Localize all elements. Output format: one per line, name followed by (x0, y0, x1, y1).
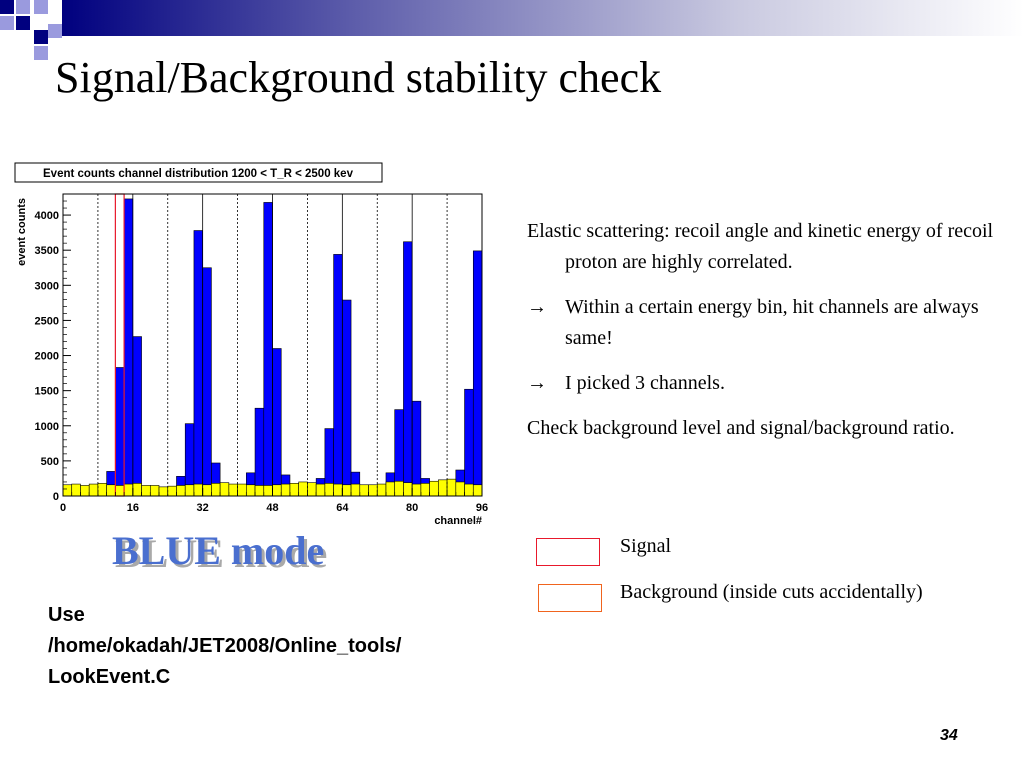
bar-blue (412, 401, 421, 496)
bar-yellow (176, 485, 185, 496)
slide-title: Signal/Background stability check (55, 53, 662, 102)
bar-yellow (194, 484, 203, 496)
bullet-list (527, 216, 997, 458)
bar-blue (133, 337, 142, 496)
use-note (48, 600, 401, 693)
histogram-chart (0, 150, 500, 530)
bar-yellow (473, 485, 482, 496)
bar-blue (403, 242, 412, 496)
legend-background-box (538, 584, 602, 612)
use-note-line-3: LookEvent.C (48, 666, 171, 688)
bar-yellow (403, 483, 412, 496)
corner-square-light-1 (16, 0, 30, 14)
x-tick-label: 48 (266, 502, 279, 514)
bar-yellow (290, 483, 299, 496)
bar-yellow (438, 480, 447, 496)
bar-yellow (229, 484, 238, 496)
bar-yellow (255, 485, 264, 496)
bar-blue (334, 254, 343, 496)
bullet-text-4: Check background level and signal/background ratio. (527, 417, 955, 439)
corner-square-dark-3 (34, 30, 48, 44)
bar-blue (203, 268, 212, 496)
y-tick-label: 500 (40, 455, 59, 468)
bar-blue (342, 300, 351, 496)
legend-background-label: Background (inside cuts accidentally) (620, 581, 923, 603)
bar-yellow (421, 483, 430, 496)
arrow-icon: → (527, 372, 547, 394)
x-tick-label: 16 (126, 502, 139, 514)
x-tick-label: 96 (475, 502, 489, 514)
bar-yellow (220, 483, 229, 496)
bar-yellow (63, 485, 72, 496)
legend-signal-label: Signal (620, 535, 672, 557)
y-tick-label: 2000 (34, 350, 59, 363)
mode-label: BLUE mode (112, 528, 325, 573)
y-tick-label: 3500 (34, 245, 59, 258)
bar-blue (264, 202, 273, 496)
bar-yellow (316, 484, 325, 496)
bar-yellow (72, 484, 81, 496)
corner-square-dark-1 (0, 0, 14, 14)
x-tick-label: 80 (406, 502, 419, 514)
bar-yellow (456, 482, 465, 496)
bar-yellow (299, 482, 308, 496)
y-tick-label: 1500 (34, 385, 59, 398)
y-axis-label: event counts (16, 198, 28, 266)
bar-yellow (264, 485, 273, 496)
bar-yellow (369, 485, 378, 496)
bar-yellow (351, 484, 360, 496)
bar-blue (115, 367, 124, 496)
y-tick-label: 2500 (34, 315, 59, 328)
bar-blue (473, 251, 482, 496)
bar-yellow (386, 482, 395, 496)
bar-blue (465, 389, 474, 496)
x-tick-label: 64 (336, 502, 349, 514)
bar-yellow (150, 485, 159, 496)
bar-yellow (334, 484, 343, 496)
y-tick-label: 3000 (34, 280, 59, 293)
bar-yellow (159, 487, 168, 496)
bar-yellow (211, 483, 220, 496)
bar-yellow (377, 484, 386, 496)
chart-title: Event counts channel distribution 1200 < T_R < 2500 kev (43, 168, 353, 180)
use-note-line-1: Use (48, 604, 85, 626)
bar-yellow (307, 483, 316, 496)
title-gradient-bar (62, 0, 1024, 36)
legend-signal-box (536, 538, 600, 566)
bar-yellow (107, 485, 116, 496)
bar-yellow (142, 485, 151, 496)
y-tick-label: 1000 (34, 420, 59, 433)
bullet-item-1 (527, 216, 997, 278)
bar-yellow (185, 485, 194, 496)
bar-yellow (465, 484, 474, 496)
corner-square-light-3 (34, 0, 48, 14)
bullet-item-3 (527, 368, 997, 399)
corner-square-light-5 (34, 46, 48, 60)
bar-blue (194, 231, 203, 496)
x-axis-label: channel# (434, 515, 482, 527)
bar-yellow (325, 483, 334, 496)
bar-yellow (89, 484, 98, 496)
x-tick-label: 0 (59, 502, 67, 514)
y-tick-label: 0 (52, 491, 59, 503)
bullet-text-3: I picked 3 channels. (565, 372, 725, 394)
bullet-text-2: Within a certain energy bin, hit channels are always same! (565, 296, 979, 349)
bar-yellow (273, 485, 282, 496)
bar-yellow (238, 484, 247, 496)
bar-blue (124, 199, 133, 496)
bar-yellow (447, 479, 456, 496)
arrow-icon: → (527, 296, 547, 318)
bar-yellow (203, 485, 212, 496)
bar-yellow (246, 485, 255, 496)
bar-yellow (395, 481, 404, 496)
x-tick-label: 32 (196, 502, 209, 514)
bar-yellow (360, 485, 369, 496)
y-tick-label: 4000 (34, 210, 59, 223)
bar-yellow (168, 486, 177, 496)
use-note-line-2: /home/okadah/JET2008/Online_tools/ (48, 635, 402, 657)
bar-yellow (342, 485, 351, 496)
corner-square-light-2 (0, 16, 14, 30)
bar-blue (255, 408, 264, 496)
bullet-item-4 (527, 413, 997, 444)
bar-yellow (281, 484, 290, 496)
bullet-text-1: Elastic scattering: recoil angle and kinetic energy of recoil proton are highly correlated. (527, 220, 994, 273)
bar-yellow (430, 481, 439, 496)
bar-yellow (412, 484, 421, 496)
bullet-item-2 (527, 292, 997, 354)
bar-yellow (133, 483, 142, 496)
page-number: 34 (940, 727, 958, 744)
bar-blue (273, 349, 282, 496)
bar-yellow (124, 484, 133, 496)
bar-yellow (80, 485, 89, 496)
bar-yellow (115, 485, 124, 496)
corner-square-light-4 (48, 24, 62, 38)
corner-square-dark-2 (16, 16, 30, 30)
bar-yellow (98, 483, 107, 496)
